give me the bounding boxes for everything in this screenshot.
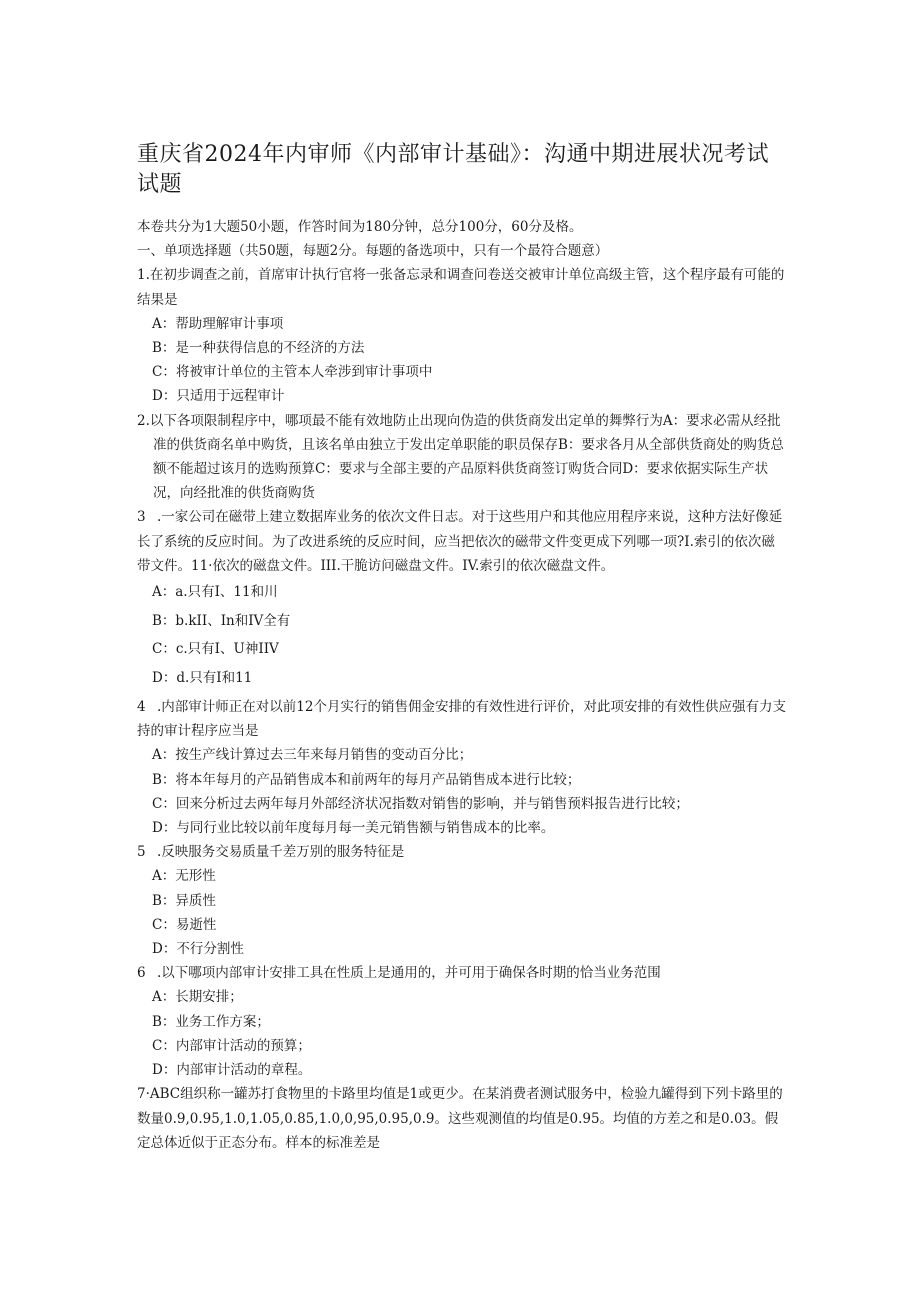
- option-a: A：无形性: [152, 868, 216, 885]
- option-a: A：长期安排；: [152, 989, 243, 1006]
- question-7: [137, 1082, 787, 1155]
- option-c: C：c.只有I、U神IIV: [152, 641, 279, 658]
- option-a: A：a.只有I、11和川: [152, 584, 278, 601]
- option-b: B：业务工作方案；: [152, 1013, 270, 1030]
- question-text: .内部审计师正在对以前12个月实行的销售佣金安排的有效性进行评价，对此项安排的有效性供应强有力支持的审计程序应当是: [137, 699, 786, 740]
- option-b: B：b.kII、In和IV全有: [152, 612, 291, 629]
- page-title: 重庆省2024年内审师《内部审计基础》：沟通中期进展状况考试试题: [137, 142, 769, 197]
- option-a: A：帮助理解审计事项: [152, 315, 284, 332]
- option-d: D：与同行业比较以前年度每月每一美元销售额与销售成本的比率。: [152, 820, 555, 837]
- option-c: C：回来分析过去两年每月外部经济状况指数对销售的影响，并与销售预料报告进行比较；: [152, 795, 689, 812]
- section-heading: 一、单项选择题（共50题，每题2分。每题的备选项中，只有一个最符合题意）: [137, 243, 609, 260]
- question-text: .反映服务交易质量千差万别的服务特征是: [157, 844, 405, 861]
- exam-page: [137, 140, 787, 1155]
- question-stem: 7·ABC组织称一罐苏打食物里的卡路里均值是1或更少。在某消费者测试服务中，检验九罐得到下列卡路里的数量0.9,0.95,1.0,1.05,0.85,1.0,0,95,0.95,0.9。这些观测值的均值是0.95。均值的方差之和是0.03。假定总体近似于正态分布。样本的标准差是: [137, 1086, 783, 1151]
- question-stem: 1.在初步调查之前，首席审计执行官将一张备忘录和调查问卷送交被审计单位高级主管，这个程序最有可能的结果是: [137, 267, 785, 308]
- option-c: C：内部审计活动的预算；: [152, 1037, 311, 1054]
- question-stem: [137, 695, 787, 743]
- option-d: D：只适用于远程审计: [152, 388, 285, 405]
- option-b: B：是一种获得信息的不经济的方法: [152, 340, 365, 357]
- question-2: [137, 409, 787, 506]
- question-stem: [137, 505, 787, 578]
- option-b: B：将本年每月的产品销售成本和前两年的每月产品销售成本进行比较；: [152, 771, 581, 788]
- option-b: B：异质性: [152, 892, 216, 909]
- question-stem: [137, 840, 787, 864]
- option-d: D：d.只有I和11: [152, 669, 253, 686]
- question-3: [137, 505, 787, 692]
- question-5: [137, 840, 787, 961]
- option-c: C：将被审计单位的主管本人牵涉到审计事项中: [152, 364, 433, 381]
- option-a: A：按生产线计算过去三年来每月销售的变动百分比；: [152, 747, 473, 764]
- question-4: [137, 695, 787, 840]
- question-text: .以下哪项内部审计安排工具在性质上是通用的，并可用于确保各时期的恰当业务范围: [157, 965, 661, 982]
- question-number: 3: [137, 509, 146, 526]
- question-number: 6: [137, 965, 146, 982]
- question-stem: [137, 961, 787, 985]
- exam-intro: 本卷共分为1大题50小题，作答时间为180分钟，总分100分，60分及格。: [137, 219, 583, 235]
- option-d: D：内部审计活动的章程。: [152, 1062, 312, 1079]
- option-d: D：不行分割性: [152, 941, 244, 958]
- question-number: 4: [137, 699, 146, 716]
- question-number: 5: [137, 844, 146, 861]
- question-6: [137, 961, 787, 1082]
- question-1: [137, 263, 787, 408]
- question-stem: 2.以下各项限制程序中，哪项最不能有效地防止出现向伪造的供货商发出定单的舞弊行为A：要求必需从经批准的供货商名单中购货，且该名单由独立于发出定单职能的职员保存B：要求各月从全部供货商处的购货总额不能超过该月的选购预算C：要求与全部主要的产品原料供货商签订购货合同D：要求依据实际生产状况，向经批准的供货商购货: [137, 412, 784, 502]
- question-text: .一家公司在磁带上建立数据库业务的依次文件日志。对于这些用户和其他应用程序来说，这种方法好像延长了系统的反应时间。为了改进系统的反应时间，应当把依次的磁带文件变更成下列哪一项?I.索引的依次磁带文件。11·依次的磁盘文件。III.干脆访问磁盘文件。IV.索引的依次磁盘文件。: [137, 509, 783, 574]
- option-c: C：易逝性: [152, 916, 217, 933]
